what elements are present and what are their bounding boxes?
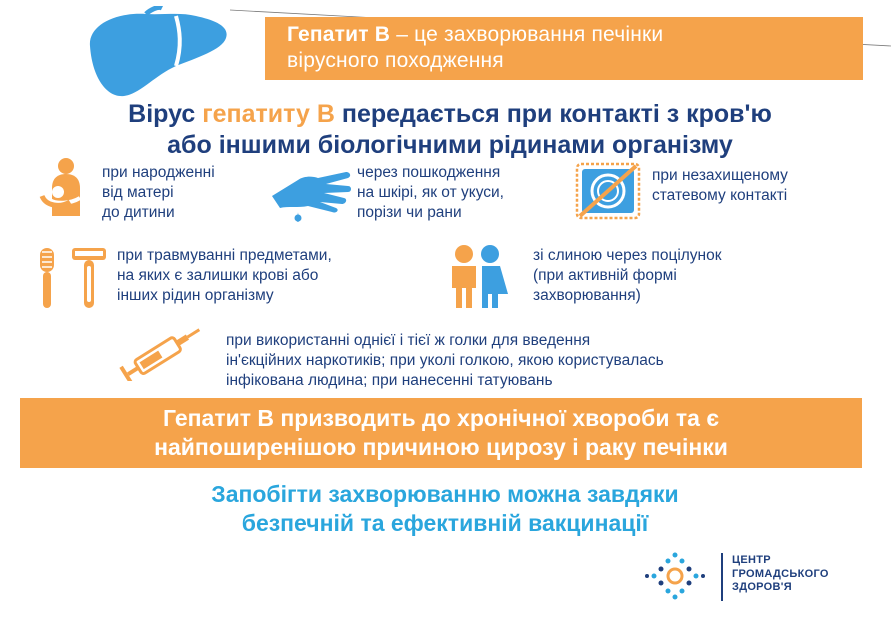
item-saliva-text: зі слиною через поцілунок (при активній формі захворювання) <box>533 247 722 304</box>
definition-line-1: Гепатит В – це захворювання печінки <box>287 23 664 46</box>
prevention-message: Запобігти захворюванню можна завдяки безпечній та ефективній вакцинації <box>211 481 679 536</box>
item-injury-objects-text: при травмуванні предметами, на яких є залишки крові або інших рідин організму <box>117 247 332 304</box>
condom-crossed-icon <box>574 160 644 222</box>
syringe-icon <box>116 325 208 381</box>
consequence-line-1: Гепатит В призводить до хронічної хвороби та є <box>162 405 720 431</box>
liver-icon <box>84 6 234 98</box>
logo-divider <box>721 553 723 601</box>
consequence-banner <box>20 398 862 468</box>
public-health-center-logo-icon <box>644 551 706 601</box>
kissing-couple-icon <box>440 244 518 310</box>
transmission-heading: Вірус гепатиту В передається при контакті з кров'ю або іншими біологічними рідинами організму <box>128 100 772 159</box>
definition-banner <box>265 17 863 80</box>
item-unprotected-sex-text: при незахищеному статевому контакті <box>652 167 788 204</box>
wounded-hand-icon <box>268 166 354 226</box>
toothbrush-razor-icon <box>34 244 110 310</box>
mother-child-icon <box>36 156 96 218</box>
item-birth-text: при народженні від матері до дитини <box>102 164 215 221</box>
consequence-line-2: найпоширенішою причиною цирозу і раку печінки <box>154 434 728 460</box>
logo-text: ЦЕНТР ГРОМАДСЬКОГО ЗДОРОВ'Я <box>732 554 829 593</box>
item-needle-text: при використанні однієї і тієї ж голки для введення ін'єкційних наркотиків; при уколі голкою, якою користувалась інфікована людина; при нанесенні татуювань <box>226 332 664 389</box>
definition-line-2: вірусного походження <box>287 49 504 72</box>
item-skin-damage-text: через пошкодження на шкірі, як от укуси, порізи чи рани <box>357 164 504 221</box>
